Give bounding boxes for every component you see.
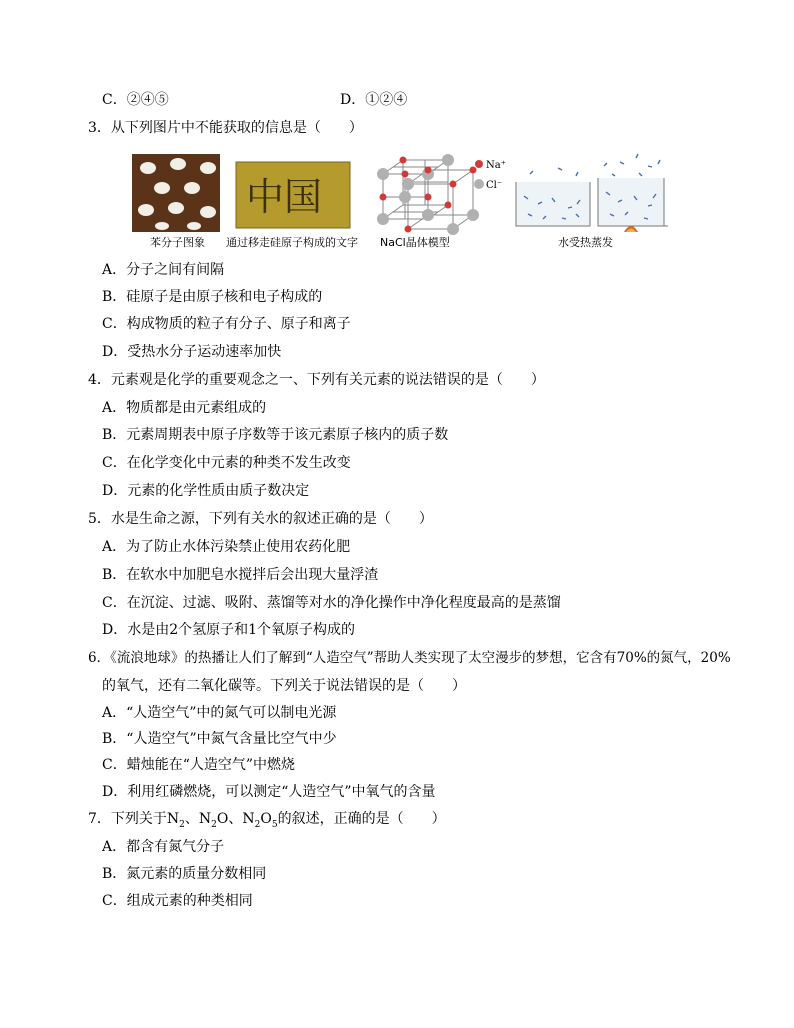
q6-option-d: D．利用红磷燃烧，可以测定“人造空气”中氧气的含量 [102, 784, 436, 800]
q7-sub-2b: 2 [211, 819, 217, 830]
q2-option-c: C．②④⑤ [102, 92, 169, 108]
q6-stem-line2: 的氧气，还有二氧化碳等。下列关于说法错误的是（ ） [102, 678, 466, 694]
q7-sub-2a: 2 [179, 819, 185, 830]
q6-option-a: A．“人造空气”中的氮气可以制电光源 [102, 705, 337, 721]
q3-stem: 3．从下列图片中不能获取的信息是（ ） [88, 120, 363, 136]
cl-label: Cl⁻ [486, 180, 503, 191]
q7-option-b: B．氮元素的质量分数相同 [102, 866, 267, 882]
q7-o: O [260, 811, 272, 827]
q5-stem: 5．水是生命之源，下列有关水的叙述正确的是（ ） [88, 511, 433, 527]
q6-option-b: B．“人造空气”中氮气含量比空气中少 [102, 731, 337, 747]
q7-sub-2c: 2 [254, 819, 261, 830]
q7-sep1: 、N [184, 811, 212, 827]
q4-option-b: B．元素周期表中原子序数等于该元素原子核内的质子数 [102, 427, 449, 443]
q3-option-b: B．硅原子是由原子核和电子构成的 [102, 289, 323, 305]
q4-option-d: D．元素的化学性质由质子数决定 [102, 483, 310, 499]
silicon-text: 中国 [246, 175, 323, 219]
caption-benzene: 苯分子图象 [150, 236, 205, 249]
q7-mid: O、N [216, 811, 255, 827]
caption-water: 水受热蒸发 [558, 236, 613, 249]
caption-silicon: 通过移走硅原子构成的文字 [226, 236, 358, 249]
nacl-atoms [377, 154, 479, 235]
q7-stem-pre: 7．下列关于N [88, 811, 180, 827]
q3-figure-strip [128, 152, 668, 256]
caption-nacl: NaCl晶体模型 [380, 236, 450, 249]
q5-option-d: D．水是由2个氢原子和1个氧原子构成的 [102, 622, 356, 638]
q5-option-c: C．在沉淀、过滤、吸附、蒸馏等对水的净化操作中净化程度最高的是蒸馏 [102, 595, 561, 611]
q7-stem-post: 的叙述，正确的是（ ） [277, 811, 446, 827]
q2-option-d: D．①②④ [340, 92, 408, 108]
q3-option-c: C．构成物质的粒子有分子、原子和离子 [102, 316, 351, 332]
q3-option-a: A．分子之间有间隔 [102, 262, 225, 278]
silicon-atom-image [236, 162, 350, 228]
na-label: Na⁺ [486, 160, 506, 171]
q7-sub-5: 5 [271, 819, 278, 830]
water-evaporation-image [516, 154, 668, 232]
q5-option-a: A．为了防止水体污染禁止使用农药化肥 [102, 539, 351, 555]
q3-option-d: D．受热水分子运动速率加快 [102, 344, 282, 360]
q4-option-c: C．在化学变化中元素的种类不发生改变 [102, 455, 351, 471]
q4-stem: 4．元素观是化学的重要观念之一、下列有关元素的说法错误的是（ ） [88, 372, 545, 388]
nacl-legend [474, 160, 506, 191]
q7-option-c: C．组成元素的种类相同 [102, 893, 253, 909]
q4-option-a: A．物质都是由元素组成的 [102, 400, 267, 416]
q7-option-a: A．都含有氮气分子 [102, 839, 225, 855]
q6-option-c: C．蜡烛能在“人造空气”中燃烧 [102, 757, 296, 773]
benzene-image [132, 154, 220, 232]
q5-option-b: B．在软水中加肥皂水搅拌后会出现大量浮渣 [102, 567, 379, 583]
q6-stem-line1: 6．《流浪地球》的热播让人们了解到“人造空气”帮助人类实现了太空漫步的梦想，它含有70%的氮气，20% [88, 650, 731, 666]
q7-stem [88, 809, 446, 835]
